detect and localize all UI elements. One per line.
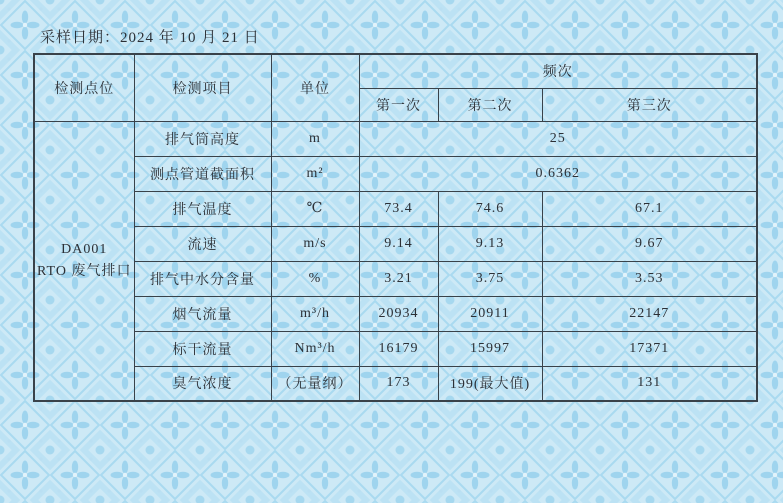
unit-value: % [271, 261, 359, 296]
unit-value: m³/h [271, 296, 359, 331]
header-frequency: 频次 [359, 54, 757, 88]
header-unit: 单位 [271, 54, 359, 121]
item-label: 标干流量 [134, 331, 271, 366]
table-row [34, 296, 757, 331]
run2-value: 15997 [438, 331, 542, 366]
unit-value: m [271, 121, 359, 156]
item-label: 测点管道截面积 [134, 156, 271, 191]
run2-value: 74.6 [438, 191, 542, 226]
run3-value: 131 [542, 366, 757, 401]
unit-value: m/s [271, 226, 359, 261]
run3-value: 67.1 [542, 191, 757, 226]
item-label: 排气筒高度 [134, 121, 271, 156]
item-label: 排气温度 [134, 191, 271, 226]
table-row [34, 261, 757, 296]
monitoring-point-cell [34, 121, 134, 401]
item-label: 排气中水分含量 [134, 261, 271, 296]
header-run-2: 第二次 [438, 88, 542, 121]
unit-value: ℃ [271, 191, 359, 226]
monitoring-data-table [33, 53, 758, 402]
item-label: 烟气流量 [134, 296, 271, 331]
header-run-1: 第一次 [359, 88, 438, 121]
run3-value: 17371 [542, 331, 757, 366]
unit-value: （无量纲） [271, 366, 359, 401]
run1-value: 16179 [359, 331, 438, 366]
run1-value: 3.21 [359, 261, 438, 296]
run1-value: 9.14 [359, 226, 438, 261]
table-row [34, 366, 757, 401]
header-run-3: 第三次 [542, 88, 757, 121]
run2-value: 9.13 [438, 226, 542, 261]
monitoring-point-name: RTO 废气排口 [37, 263, 132, 279]
run3-value: 9.67 [542, 226, 757, 261]
unit-value: m² [271, 156, 359, 191]
run1-value: 73.4 [359, 191, 438, 226]
table-row [34, 156, 757, 191]
run3-value: 3.53 [542, 261, 757, 296]
unit-value: Nm³/h [271, 331, 359, 366]
merged-value: 25 [359, 121, 757, 156]
run1-value: 20934 [359, 296, 438, 331]
item-label: 臭气浓度 [134, 366, 271, 401]
table-row [34, 226, 757, 261]
table-row [34, 331, 757, 366]
run1-value: 173 [359, 366, 438, 401]
run2-value: 199(最大值) [438, 366, 542, 401]
run2-value: 3.75 [438, 261, 542, 296]
run2-value: 20911 [438, 296, 542, 331]
run3-value: 22147 [542, 296, 757, 331]
item-label: 流速 [134, 226, 271, 261]
monitoring-point-code: DA001 [61, 241, 108, 257]
table-row [34, 121, 757, 156]
sampling-date-text: 采样日期：2024 年 10 月 21 日 [40, 30, 260, 46]
header-item: 检测项目 [134, 54, 271, 121]
table-row [34, 191, 757, 226]
header-point: 检测点位 [34, 54, 134, 121]
merged-value: 0.6362 [359, 156, 757, 191]
